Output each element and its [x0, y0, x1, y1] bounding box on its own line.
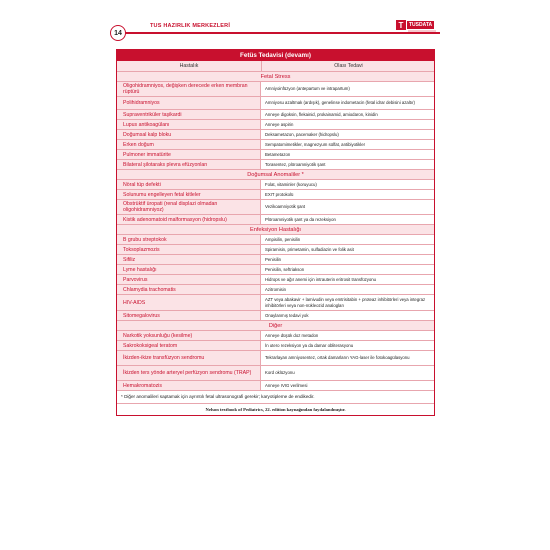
- condition-cell: Erken doğum: [117, 140, 261, 149]
- condition-cell: Lupus antikoagülanı: [117, 120, 261, 129]
- condition-cell: Sitomegalovirus: [117, 311, 261, 320]
- table-body: [117, 72, 434, 390]
- header-title: TUS HAZIRLIK MERKEZLERİ: [150, 23, 231, 29]
- therapy-cell: Torasentez, plöroamniyotik şant: [265, 161, 326, 167]
- condition-cell: Lyme hastalığı: [117, 265, 261, 274]
- therapy-cell: Amniyoinfüzyon (antepartum ve intrapartum): [265, 86, 350, 92]
- therapy-cell: Anneye aspirin: [265, 121, 294, 127]
- therapy-cell: Betametazon: [265, 151, 291, 157]
- table-row: [117, 311, 434, 321]
- condition-cell: Obstrüktif üropati (renal displazi olmadan oligohidramniyoz): [117, 200, 261, 214]
- table-footnote: * Diğer anomalileri saptamak için ayrıntılı fetal ultrasonografi gerekir; karyotipleme de endikedir.: [117, 390, 434, 403]
- condition-cell: Oligohidramniyos, değişken derecede erken membran rüptürü: [117, 82, 261, 96]
- condition-cell: B grubu streptokok: [117, 235, 261, 244]
- therapy-cell: Ampisilin, penisilin: [265, 236, 301, 242]
- column-header-therapy: Olası Tedavi: [334, 63, 363, 69]
- condition-cell: HIV-AIDS: [117, 295, 261, 310]
- therapy-cell: Vezikoamniyotik şant: [265, 204, 306, 210]
- condition-cell: Sakrokoksigeal teratom: [117, 341, 261, 350]
- therapy-cell: Deksametazon, pacemaker (hidropslu): [265, 131, 339, 137]
- table-row: [117, 200, 434, 215]
- condition-cell: Supraventriküler taşikardi: [117, 110, 261, 119]
- condition-cell: Hemakromatozis: [117, 381, 261, 390]
- condition-cell: Parvovirus: [117, 275, 261, 284]
- section-heading: Doğumsal Anomaliler *: [117, 170, 434, 180]
- condition-cell: Chlamydia trachomatis: [117, 285, 261, 294]
- therapy-cell: Amniyosu azaltmak (ardışık), genelinse indometacin (fetal idrar debisini azaltır): [265, 100, 415, 106]
- condition-cell: Nöral tüp defekti: [117, 180, 261, 189]
- table-row: [117, 160, 434, 170]
- condition-cell: İkizden-ikize transfüzyon sendromu: [117, 351, 261, 365]
- table-row: [117, 235, 434, 245]
- page-number: 14: [110, 25, 126, 41]
- table-title: Fetüs Tedavisi (devamı): [117, 50, 434, 61]
- section-heading: Diğer: [117, 321, 434, 331]
- table-row: [117, 140, 434, 150]
- therapy-cell: Anneye IVIG verilmesi: [265, 382, 308, 388]
- condition-cell: Sifiliz: [117, 255, 261, 264]
- table-row: [117, 130, 434, 140]
- therapy-cell: İn utero rezeksiyon ya da damar obliterasyonu: [265, 342, 354, 348]
- condition-cell: Bilateral şilotaraks plevra efüzyonları: [117, 160, 261, 169]
- therapy-cell: Kord oklüzyonu: [265, 370, 295, 376]
- therapy-cell: Penisilin, seftriakson: [265, 266, 305, 272]
- table-row: [117, 150, 434, 160]
- table-row: [117, 215, 434, 225]
- tusdata-logo: [396, 20, 434, 30]
- section-heading: Enfeksiyon Hastalığı: [117, 225, 434, 235]
- condition-cell: Solunumu engelleyen fetal kitleler: [117, 190, 261, 199]
- logo-text: TUSDATA: [409, 22, 433, 28]
- therapy-cell: Hidrops ve ağır anemi için intrauterin eritrosit transfüzyonu: [265, 276, 377, 282]
- therapy-cell: EXIT protokolü: [265, 191, 294, 197]
- therapy-cell: Azitromisin: [265, 286, 287, 292]
- logo-mark: T: [396, 20, 406, 30]
- therapy-cell: Anneye digoksin, flekainid, prokainamid, amiodaron, kinidin: [265, 111, 378, 117]
- therapy-cell: Folat, vitaminler (koruyucu): [265, 181, 317, 187]
- table-row: [117, 351, 434, 366]
- table-row: [117, 190, 434, 200]
- therapy-cell: AZT veya abakavir + lamivudin veya emtrisitabin + proteaz inhibitörleri veya integraz inhibitörleri veya non-nükleozid analogları: [265, 297, 426, 308]
- therapy-cell: Anneye düşük doz metadon: [265, 332, 319, 338]
- condition-cell: Narkotik yoksunluğu (kesilme): [117, 331, 261, 340]
- table-row: [117, 341, 434, 351]
- therapy-cell: Sempatomimetikler, magnezyum sülfat, antibiyotikler: [265, 141, 366, 147]
- column-header-condition: Hastalık: [117, 61, 262, 71]
- header-rule: [118, 32, 440, 34]
- logo-underline: [408, 30, 436, 32]
- table-row: [117, 180, 434, 190]
- therapy-cell: Penisilin: [265, 256, 282, 262]
- condition-cell: Pulmoner immatürite: [117, 150, 261, 159]
- condition-cell: Doğumsal kalp bloku: [117, 130, 261, 139]
- table-row: [117, 265, 434, 275]
- table-row: [117, 120, 434, 130]
- therapy-cell: Spiramisin, primetamin, sulfadiazin ve folik asit: [265, 246, 354, 252]
- condition-cell: Polihidramniyos: [117, 97, 261, 109]
- therapy-cell: Onaylanmış tedavi yok: [265, 312, 309, 318]
- condition-cell: Toksoplazmozis: [117, 245, 261, 254]
- table-row: [117, 110, 434, 120]
- table-row: [117, 366, 434, 381]
- condition-cell: Kistik adenomatoid malformasyon (hidropslu): [117, 215, 261, 224]
- therapy-table: [116, 49, 435, 416]
- therapy-cell: Plöroamniyotik şant ya da rezeksiyon: [265, 216, 336, 222]
- table-row: [117, 295, 434, 311]
- section-heading: Fetal Stress: [117, 72, 434, 82]
- table-source: Nelson textbook of Pediatrics, 22. edition kaynağından faydalanılmıştır.: [117, 403, 434, 416]
- column-headers: [117, 61, 434, 72]
- table-row: [117, 97, 434, 110]
- table-row: [117, 285, 434, 295]
- condition-cell: İkizden ters yönde arteryel perfüzyon sendromu (TRAP): [117, 366, 261, 380]
- therapy-cell: Tekrarlayan amniyosentez, ortak damarların YAG-laser ile fotokoagülasyonu: [265, 355, 410, 361]
- table-row: [117, 255, 434, 265]
- table-row: [117, 275, 434, 285]
- table-row: [117, 245, 434, 255]
- table-row: [117, 331, 434, 341]
- table-row: [117, 381, 434, 390]
- table-row: [117, 82, 434, 97]
